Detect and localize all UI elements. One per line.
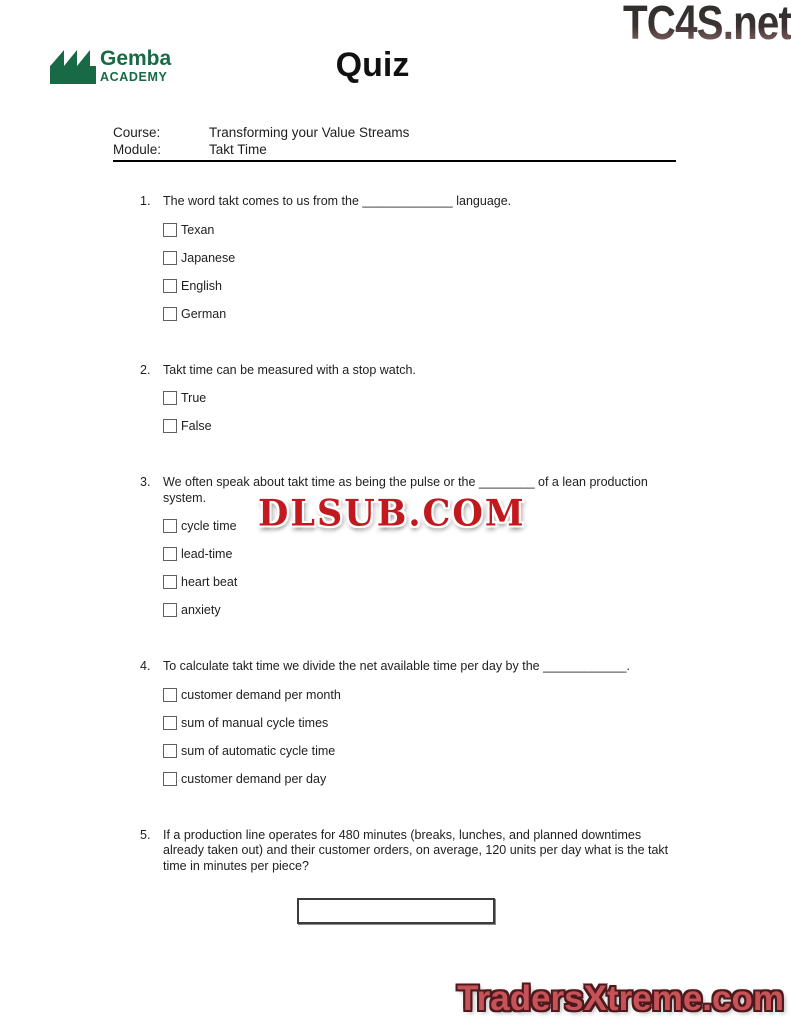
checkbox-sum-of-manual-cycle-times[interactable] xyxy=(163,716,177,730)
option-label: English xyxy=(181,278,222,293)
option-label: heart beat xyxy=(181,575,238,589)
answer-option xyxy=(163,391,693,419)
question-text: The word takt comes to us from the _____________ language. xyxy=(163,194,512,208)
checkbox-false[interactable] xyxy=(163,419,177,433)
answer-input[interactable] xyxy=(297,898,495,924)
question-options xyxy=(163,519,693,631)
course-label: Course: xyxy=(113,125,161,140)
checkbox-true[interactable] xyxy=(163,391,177,405)
question-list xyxy=(113,194,693,952)
option-label: customer demand per day xyxy=(181,771,327,786)
question-number: 2. xyxy=(140,362,151,377)
course-module-header xyxy=(113,124,676,162)
course-value: Transforming your Value Streams xyxy=(209,125,410,140)
page-title: Quiz xyxy=(335,46,410,84)
checkbox-texan[interactable] xyxy=(163,223,177,237)
question-options xyxy=(163,391,693,447)
course-row xyxy=(113,124,676,141)
answer-option xyxy=(163,716,693,744)
answer-option xyxy=(163,279,693,307)
option-label: cycle time xyxy=(181,519,237,533)
question-text: If a production line operates for 480 minutes (breaks, lunches, and planned downtimes already taken out) and their customer orders, on average, 120 units per day what is the takt time in minutes per piece? xyxy=(163,827,669,873)
question-2 xyxy=(113,363,693,448)
checkbox-customer-demand-per-day[interactable] xyxy=(163,772,177,786)
question-number: 1. xyxy=(140,194,151,208)
answer-option xyxy=(163,223,693,251)
option-label: sum of automatic cycle time xyxy=(181,743,336,758)
answer-option xyxy=(163,547,693,575)
question-options xyxy=(163,223,693,335)
module-value: Takt Time xyxy=(209,142,267,157)
checkbox-lead-time[interactable] xyxy=(163,547,177,561)
answer-option xyxy=(163,603,693,631)
question-number: 5. xyxy=(140,827,151,842)
option-label: lead-time xyxy=(181,547,233,561)
question-text: We often speak about takt time as being the pulse or the ________ of a lean production system. xyxy=(163,475,648,505)
option-label: German xyxy=(181,306,227,321)
checkbox-cycle-time[interactable] xyxy=(163,519,177,533)
question-options xyxy=(163,688,693,800)
option-label: True xyxy=(181,391,207,405)
logo-subtitle: ACADEMY xyxy=(100,70,168,84)
question-5 xyxy=(113,828,693,925)
question-text: To calculate takt time we divide the net available time per day by the ____________. xyxy=(163,659,630,673)
question-1 xyxy=(113,194,693,335)
checkbox-sum-of-automatic-cycle-time[interactable] xyxy=(163,744,177,758)
option-label: sum of manual cycle times xyxy=(181,715,329,730)
answer-option xyxy=(163,251,693,279)
checkbox-anxiety[interactable] xyxy=(163,603,177,617)
tc4s-watermark: TC4S.net xyxy=(623,0,791,51)
checkbox-heart-beat[interactable] xyxy=(163,575,177,589)
checkbox-english[interactable] xyxy=(163,279,177,293)
option-label: Japanese xyxy=(181,250,236,265)
module-row xyxy=(113,141,676,158)
option-label: Texan xyxy=(181,222,215,237)
tradersxtreme-watermark: TradersXtreme.com xyxy=(457,979,784,1018)
dlsub-watermark: DLSUB.COM xyxy=(258,492,526,536)
question-options xyxy=(163,887,693,924)
question-number: 3. xyxy=(140,475,151,489)
checkbox-japanese[interactable] xyxy=(163,251,177,265)
option-label: False xyxy=(181,419,212,433)
question-4 xyxy=(113,659,693,800)
option-label: anxiety xyxy=(181,603,221,617)
answer-option xyxy=(163,772,693,800)
answer-option xyxy=(163,307,693,335)
answer-option xyxy=(163,744,693,772)
checkbox-customer-demand-per-month[interactable] xyxy=(163,688,177,702)
checkbox-german[interactable] xyxy=(163,307,177,321)
question-text: Takt time can be measured with a stop watch. xyxy=(163,362,416,377)
answer-option xyxy=(163,419,693,447)
question-number: 4. xyxy=(140,659,151,673)
logo-name: Gemba xyxy=(100,47,172,70)
option-label: customer demand per month xyxy=(181,687,341,702)
answer-option xyxy=(163,688,693,716)
answer-option xyxy=(163,575,693,603)
module-label: Module: xyxy=(113,142,162,157)
